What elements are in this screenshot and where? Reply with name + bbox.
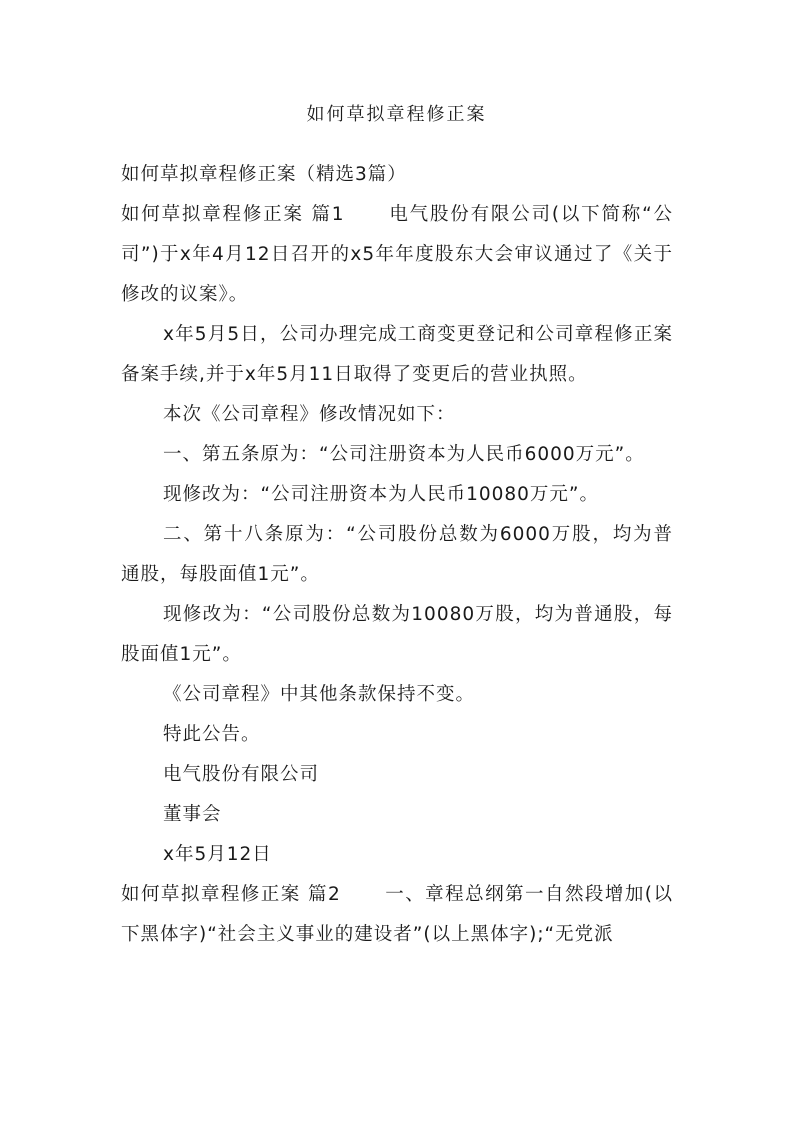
paragraph-other-unchanged: 《公司章程》中其他条款保持不变。: [163, 684, 476, 705]
paragraph-announcement: 特此公告。: [163, 724, 261, 745]
section-1-text: 电气股份有限公司(以下简称“公司”)于x年4月12日召开的x5年年度股东大会审议通过了《关于修改的议案》。: [121, 204, 673, 305]
paragraph-subtitle: 如何草拟章程修正案（精选3篇）: [121, 164, 407, 185]
paragraph-section-1: [121, 195, 673, 315]
paragraph-article-18-revised: 现修改为：“公司股份总数为10080万股，均为普通股，每股面值1元”。: [121, 604, 673, 665]
section-heading-1: 如何草拟章程修正案 篇1: [121, 204, 345, 225]
section-heading-2: 如何草拟章程修正案 篇2: [121, 884, 341, 905]
section-2-text: 一、章程总纲第一自然段增加(以下黑体字)“社会主义事业的建设者”(以上黑体字);“无党派: [121, 884, 673, 945]
document-title: 如何草拟章程修正案: [306, 104, 487, 125]
signature-board: 董事会: [163, 804, 222, 825]
paragraph-article-18-original: 二、第十八条原为：“公司股份总数为6000万股，均为普通股，每股面值1元”。: [121, 524, 673, 585]
document-body: [121, 155, 673, 955]
paragraph-registration: x年5月5日，公司办理完成工商变更登记和公司章程修正案备案手续,并于x年5月11日取得了变更后的营业执照。: [121, 324, 673, 385]
paragraph-article-5-original: 一、第五条原为：“公司注册资本为人民币6000万元”。: [163, 444, 645, 465]
paragraph-section-2: [121, 875, 673, 955]
signature-date: x年5月12日: [163, 844, 272, 865]
signature-company: 电气股份有限公司: [163, 764, 320, 785]
paragraph-article-5-revised: 现修改为：“公司注册资本为人民币10080万元”。: [163, 484, 600, 505]
paragraph-changes-intro: 本次《公司章程》修改情况如下：: [163, 404, 456, 425]
